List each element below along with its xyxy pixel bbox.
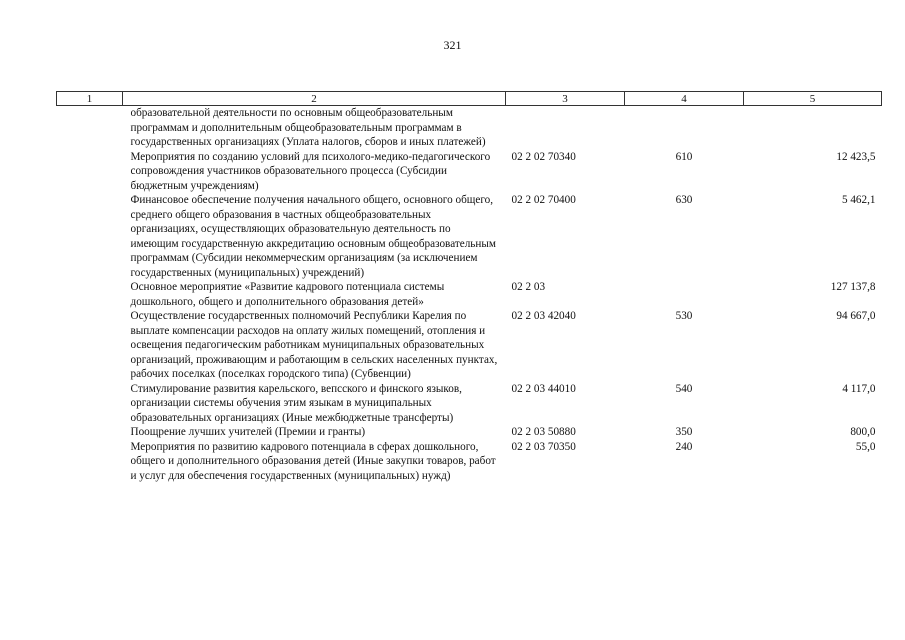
row-amount: 55,0: [855, 440, 876, 453]
row-name: образовательной деятельности по основным общеобразовательным программам и дополнительным общеобразовательным программам в государственных организациях (Уплата налогов, сборов и иных платежей): [130, 107, 486, 148]
table-row: [57, 425, 882, 440]
row-amount: 127 137,8: [830, 281, 876, 293]
table-header: [57, 92, 882, 106]
row-name: Осуществление государственных полномочий Республики Карелия по выплате компенсации расходов на оплату жилых помещений, отопления и освещения педагогическим работникам муниципальных образовательных организаций, проживающим и работающим в сельских населенных пунктах, рабочих поселках (поселках городского типа) (Субвенции): [130, 310, 498, 380]
row-expense-type: 530: [675, 310, 693, 322]
table-row: [57, 382, 882, 426]
row-expense-type: [625, 106, 744, 150]
row-name: Стимулирование развития карельского, вепсского и финского языков, организации системы обучения этим языкам в муниципальных образовательных организациях (Иные межбюджетные трансферты): [130, 382, 462, 424]
row-name: Основное мероприятие «Развитие кадрового потенциала системы дошкольного, общего и дополнительного образования детей»: [130, 281, 445, 308]
header-row: [57, 92, 882, 106]
header-col-3: 3: [506, 92, 625, 106]
table-row: [57, 106, 882, 150]
header-col-4: 4: [625, 92, 744, 106]
header-col-1: 1: [57, 92, 123, 106]
row-index-cell: [57, 150, 123, 194]
table-row: [57, 309, 882, 382]
header-col-5: 5: [744, 92, 882, 106]
row-expense-type: 610: [675, 150, 693, 163]
row-index-cell: [57, 106, 123, 150]
row-name: Мероприятия по развитию кадрового потенциала в сферах дошкольного, общего и дополнительного образования детей (Иные закупки товаров, работ и услуг для обеспечения государственных (муниципальных) нужд): [130, 440, 496, 482]
row-code: 02 2 03: [511, 281, 546, 293]
row-name: Поощрение лучших учителей (Премии и гранты): [130, 426, 366, 438]
row-name: Мероприятия по созданию условий для психолого-медико-педагогического сопровождения участников образовательного процесса (Субсидии бюджетным учреждениям): [130, 150, 491, 192]
row-amount: 800,0: [850, 426, 876, 438]
row-code: 02 2 03 70350: [511, 440, 576, 453]
row-code: 02 2 03 50880: [511, 426, 576, 438]
header-col-2: 2: [123, 92, 506, 106]
row-name: Финансовое обеспечение получения начального общего, основного общего, среднего общего образования в частных общеобразовательных организациях, осуществляющих образовательную деятельность по имеющим государственную аккредитацию основным общеобразовательным программам (Субсидии некоммерческим организациям (за исключением государственных (муниципальных) учреждений): [130, 194, 496, 279]
page-number: 321: [443, 38, 462, 52]
table-row: [57, 440, 882, 484]
row-amount: 5 462,1: [841, 194, 876, 206]
row-amount: 12 423,5: [836, 150, 876, 163]
row-amount: [744, 106, 882, 150]
row-expense-type: [625, 280, 744, 309]
table-row: [57, 193, 882, 280]
row-expense-type: 540: [675, 382, 693, 395]
row-code: 02 2 02 70400: [511, 194, 576, 206]
budget-table: [56, 91, 882, 483]
row-index-cell: [57, 425, 123, 440]
table-body: [57, 106, 882, 484]
row-index-cell: [57, 280, 123, 309]
row-code: [506, 106, 625, 150]
row-index-cell: [57, 382, 123, 426]
row-amount: 94 667,0: [836, 310, 876, 322]
row-index-cell: [57, 193, 123, 280]
row-expense-type: 350: [675, 426, 693, 438]
row-code: 02 2 03 44010: [511, 382, 576, 395]
table-row: [57, 150, 882, 194]
row-index-cell: [57, 440, 123, 484]
table-row: [57, 280, 882, 309]
row-code: 02 2 03 42040: [511, 310, 576, 322]
row-amount: 4 117,0: [842, 382, 876, 395]
row-expense-type: 240: [675, 440, 693, 453]
row-expense-type: 630: [675, 194, 693, 206]
row-index-cell: [57, 309, 123, 382]
row-code: 02 2 02 70340: [511, 150, 576, 163]
